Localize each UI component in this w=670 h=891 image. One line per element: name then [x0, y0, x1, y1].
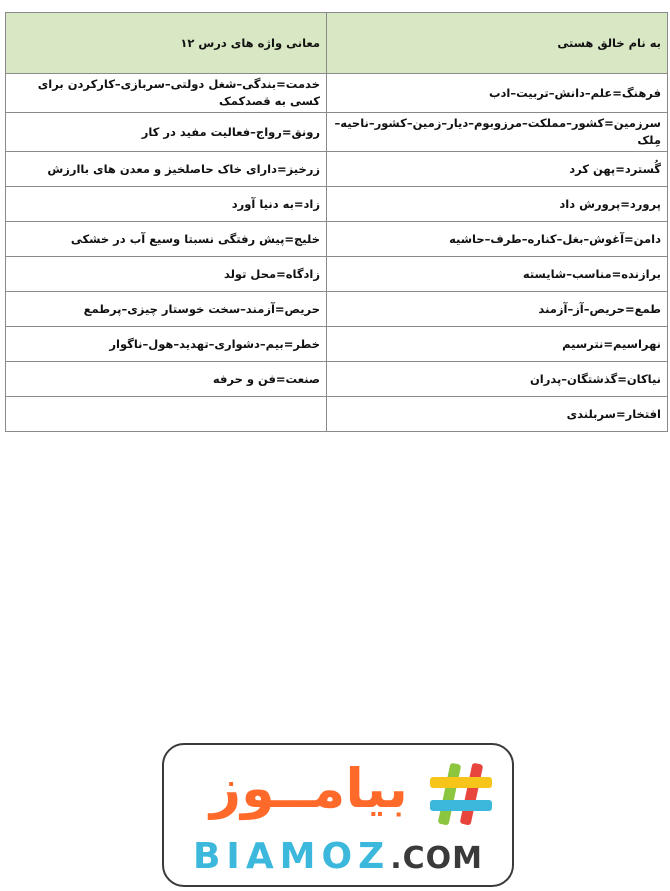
vocab-cell-right: دامن=آغوش–بغل–کناره–طرف–حاشیه [327, 222, 668, 257]
table-row [6, 362, 668, 397]
vocab-cell-left: خدمت=بندگی–شغل دولتی–سربازی–کارکردن برای کسی به قصدکمک [6, 74, 327, 113]
header-right-cell [327, 13, 668, 74]
vocab-cell-right: سرزمین=کشور–مملکت–مرزوبوم–دیار–زمین–کشور–ناحیه–مِلک [327, 113, 668, 152]
biamoz-logo [162, 743, 514, 887]
vocab-cell-left: صنعت=فن و حرفه [6, 362, 327, 397]
table-row [6, 222, 668, 257]
table-row [6, 187, 668, 222]
hash-icon [426, 759, 496, 829]
table-row [6, 292, 668, 327]
vocab-cell-left [6, 397, 327, 432]
header-basmala: به نام خالق هستی [557, 35, 661, 50]
vocab-cell-right: طمع=حریص–آز–آزمند [327, 292, 668, 327]
vocab-cell-right: پرورد=پرورش داد [327, 187, 668, 222]
logo-domain: .COM [390, 841, 483, 876]
vocab-cell-left: زاد=به دنیا آورد [6, 187, 327, 222]
vocabulary-table [5, 12, 668, 432]
vocab-cell-left: زادگاه=محل تولد [6, 257, 327, 292]
table-row [6, 113, 668, 152]
vocab-cell-right: نیاکان=گذشتگان–پدران [327, 362, 668, 397]
table-row [6, 327, 668, 362]
vocab-cell-left: زرخیز=دارای خاک حاصلخیز و معدن های باارزش [6, 152, 327, 187]
logo-english-text [178, 837, 498, 879]
vocab-cell-left: رونق=رواج–فعالیت مفید در کار [6, 113, 327, 152]
vocab-cell-right: گُسترد=پهن کرد [327, 152, 668, 187]
vocab-cell-left: خلیج=پیش رفتگی نسبتا وسیع آب در خشکی [6, 222, 327, 257]
vocab-cell-left: حریص=آزمند–سخت خوستار چیزی–پرطمع [6, 292, 327, 327]
table-row [6, 74, 668, 113]
table-row [6, 397, 668, 432]
vocab-cell-left: خطر=بیم–دشواری–تهدید–هول–ناگوار [6, 327, 327, 362]
table-header-row [6, 13, 668, 74]
logo-persian-text: بیامــوز [210, 757, 408, 820]
header-left-cell [6, 13, 327, 74]
vocab-cell-right: فرهنگ=علم–دانش–تربیت–ادب [327, 74, 668, 113]
vocab-cell-right: افتخار=سربلندی [327, 397, 668, 432]
table-row [6, 152, 668, 187]
vocab-cell-right: برازنده=مناسب–شایسته [327, 257, 668, 292]
vocab-cell-right: نهراسیم=نترسیم [327, 327, 668, 362]
table-row [6, 257, 668, 292]
page-title: معانی واژه های درس ۱۲ [180, 35, 320, 50]
logo-brand: BIAMOZ [192, 836, 391, 877]
